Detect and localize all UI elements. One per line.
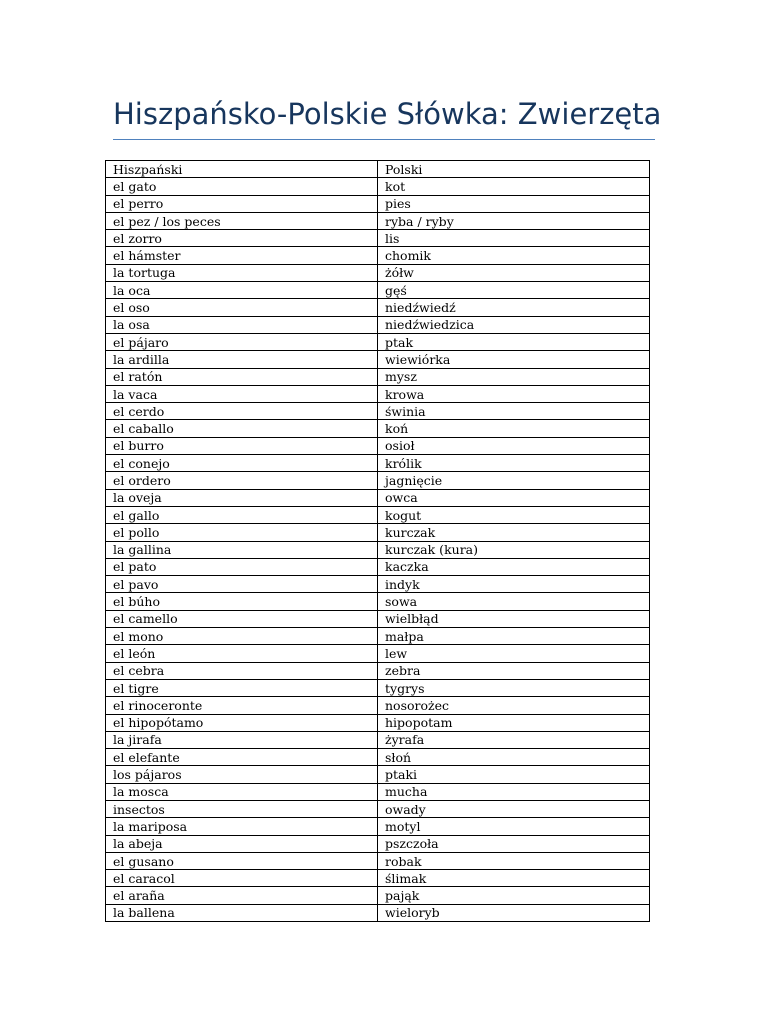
- polish-word: pies: [378, 195, 650, 212]
- title-underline: [113, 139, 655, 140]
- spanish-word: la gallina: [106, 541, 378, 558]
- spanish-word: la ardilla: [106, 351, 378, 368]
- table-row: [106, 800, 650, 817]
- table-row: [106, 212, 650, 229]
- spanish-word: la vaca: [106, 385, 378, 402]
- spanish-word: el ordero: [106, 472, 378, 489]
- polish-word: hipopotam: [378, 714, 650, 731]
- table-row: [106, 852, 650, 869]
- spanish-word: el león: [106, 645, 378, 662]
- spanish-word: el zorro: [106, 230, 378, 247]
- polish-word: lew: [378, 645, 650, 662]
- spanish-word: insectos: [106, 800, 378, 817]
- table-row: [106, 506, 650, 523]
- spanish-word: el caballo: [106, 420, 378, 437]
- spanish-word: el camello: [106, 610, 378, 627]
- spanish-word: el pollo: [106, 524, 378, 541]
- spanish-word: la oveja: [106, 489, 378, 506]
- vocabulary-table: [105, 160, 650, 922]
- table-row: [106, 731, 650, 748]
- spanish-word: el caracol: [106, 870, 378, 887]
- spanish-word: el araña: [106, 887, 378, 904]
- polish-word: ptaki: [378, 766, 650, 783]
- table-row: [106, 818, 650, 835]
- polish-word: małpa: [378, 628, 650, 645]
- table-row: [106, 420, 650, 437]
- table-row: [106, 524, 650, 541]
- polish-word: tygrys: [378, 679, 650, 696]
- table-row: [106, 316, 650, 333]
- table-row: [106, 368, 650, 385]
- polish-word: gęś: [378, 282, 650, 299]
- table-row: [106, 610, 650, 627]
- table-row: [106, 437, 650, 454]
- spanish-word: la abeja: [106, 835, 378, 852]
- polish-word: koń: [378, 420, 650, 437]
- polish-word: nosorożec: [378, 697, 650, 714]
- spanish-word: la oca: [106, 282, 378, 299]
- spanish-word: el cebra: [106, 662, 378, 679]
- table-row: [106, 766, 650, 783]
- polish-word: motyl: [378, 818, 650, 835]
- spanish-word: los pájaros: [106, 766, 378, 783]
- table-row: [106, 541, 650, 558]
- spanish-word: el pavo: [106, 576, 378, 593]
- header-polish: Polski: [378, 161, 650, 178]
- table-row: [106, 195, 650, 212]
- polish-word: owca: [378, 489, 650, 506]
- polish-word: żółw: [378, 264, 650, 281]
- spanish-word: el gato: [106, 178, 378, 195]
- page-title: Hiszpańsko-Polskie Słówka: Zwierzęta: [113, 97, 662, 131]
- polish-word: ślimak: [378, 870, 650, 887]
- spanish-word: el gusano: [106, 852, 378, 869]
- table-header-row: [106, 161, 650, 178]
- spanish-word: el pato: [106, 558, 378, 575]
- polish-word: ptak: [378, 333, 650, 350]
- table-row: [106, 645, 650, 662]
- polish-word: mucha: [378, 783, 650, 800]
- spanish-word: el oso: [106, 299, 378, 316]
- spanish-word: el cerdo: [106, 403, 378, 420]
- spanish-word: la jirafa: [106, 731, 378, 748]
- polish-word: owady: [378, 800, 650, 817]
- header-spanish: Hiszpański: [106, 161, 378, 178]
- polish-word: osioł: [378, 437, 650, 454]
- table-row: [106, 351, 650, 368]
- table-row: [106, 558, 650, 575]
- polish-word: wieloryb: [378, 904, 650, 921]
- spanish-word: la ballena: [106, 904, 378, 921]
- table-row: [106, 264, 650, 281]
- table-row: [106, 887, 650, 904]
- polish-word: kurczak: [378, 524, 650, 541]
- spanish-word: el gallo: [106, 506, 378, 523]
- table-row: [106, 593, 650, 610]
- table-row: [106, 282, 650, 299]
- spanish-word: la osa: [106, 316, 378, 333]
- table-row: [106, 662, 650, 679]
- spanish-word: el búho: [106, 593, 378, 610]
- spanish-word: el ratón: [106, 368, 378, 385]
- table-row: [106, 489, 650, 506]
- table-row: [106, 472, 650, 489]
- table-row: [106, 749, 650, 766]
- spanish-word: el perro: [106, 195, 378, 212]
- polish-word: ryba / ryby: [378, 212, 650, 229]
- table-row: [106, 230, 650, 247]
- polish-word: żyrafa: [378, 731, 650, 748]
- polish-word: robak: [378, 852, 650, 869]
- spanish-word: la tortuga: [106, 264, 378, 281]
- polish-word: chomik: [378, 247, 650, 264]
- polish-word: pszczoła: [378, 835, 650, 852]
- table-row: [106, 403, 650, 420]
- polish-word: niedźwiedź: [378, 299, 650, 316]
- spanish-word: la mosca: [106, 783, 378, 800]
- polish-word: słoń: [378, 749, 650, 766]
- table-row: [106, 783, 650, 800]
- polish-word: kaczka: [378, 558, 650, 575]
- polish-word: mysz: [378, 368, 650, 385]
- polish-word: pająk: [378, 887, 650, 904]
- polish-word: wielbłąd: [378, 610, 650, 627]
- polish-word: kogut: [378, 506, 650, 523]
- table-row: [106, 385, 650, 402]
- polish-word: królik: [378, 455, 650, 472]
- polish-word: sowa: [378, 593, 650, 610]
- table-row: [106, 333, 650, 350]
- spanish-word: el pájaro: [106, 333, 378, 350]
- table-row: [106, 455, 650, 472]
- polish-word: wiewiórka: [378, 351, 650, 368]
- polish-word: indyk: [378, 576, 650, 593]
- polish-word: lis: [378, 230, 650, 247]
- table-row: [106, 835, 650, 852]
- polish-word: niedźwiedzica: [378, 316, 650, 333]
- spanish-word: el hipopótamo: [106, 714, 378, 731]
- vocabulary-table-body: [106, 161, 650, 922]
- table-row: [106, 697, 650, 714]
- polish-word: kurczak (kura): [378, 541, 650, 558]
- table-row: [106, 628, 650, 645]
- table-row: [106, 870, 650, 887]
- spanish-word: el rinoceronte: [106, 697, 378, 714]
- spanish-word: el conejo: [106, 455, 378, 472]
- table-row: [106, 576, 650, 593]
- polish-word: kot: [378, 178, 650, 195]
- polish-word: zebra: [378, 662, 650, 679]
- table-row: [106, 178, 650, 195]
- table-row: [106, 904, 650, 921]
- spanish-word: el pez / los peces: [106, 212, 378, 229]
- spanish-word: el tigre: [106, 679, 378, 696]
- polish-word: świnia: [378, 403, 650, 420]
- spanish-word: el mono: [106, 628, 378, 645]
- table-row: [106, 714, 650, 731]
- spanish-word: la mariposa: [106, 818, 378, 835]
- table-row: [106, 679, 650, 696]
- polish-word: krowa: [378, 385, 650, 402]
- spanish-word: el hámster: [106, 247, 378, 264]
- table-row: [106, 247, 650, 264]
- polish-word: jagnięcie: [378, 472, 650, 489]
- table-row: [106, 299, 650, 316]
- spanish-word: el burro: [106, 437, 378, 454]
- spanish-word: el elefante: [106, 749, 378, 766]
